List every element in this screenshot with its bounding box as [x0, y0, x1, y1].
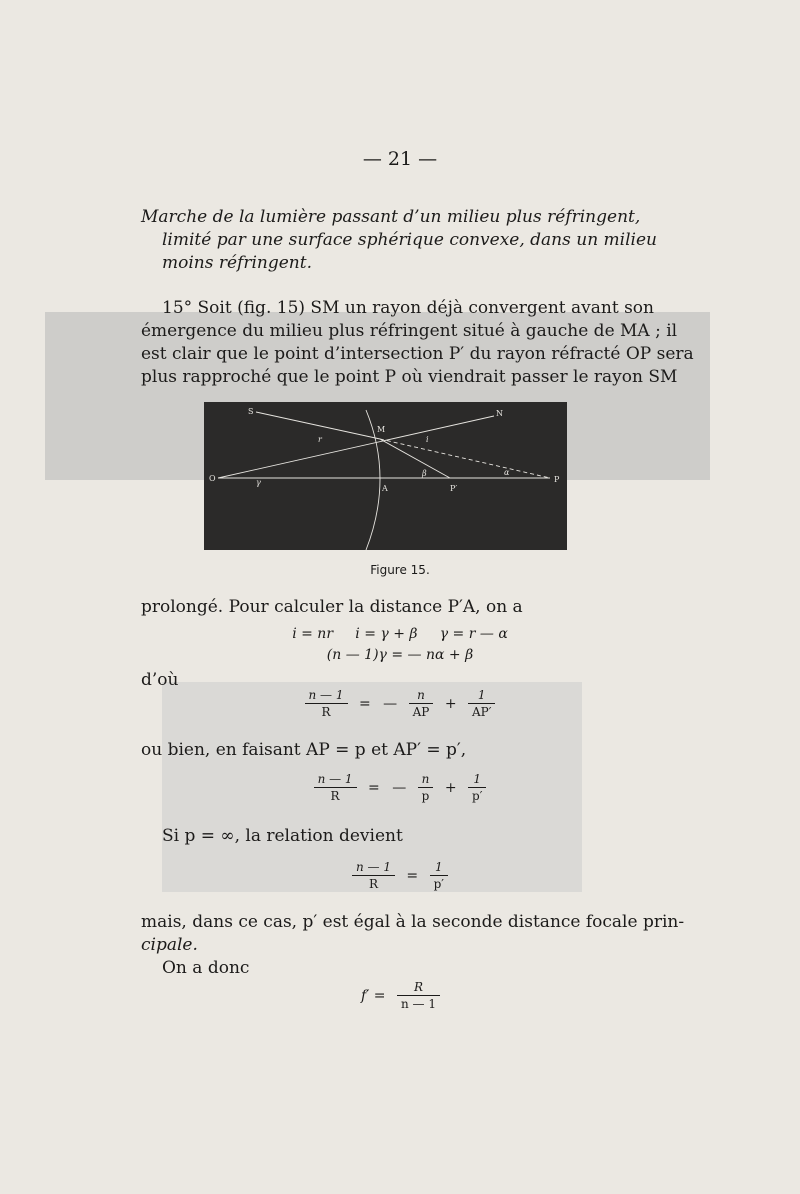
equation-1: i = nr i = γ + β γ = r — α [292, 626, 508, 642]
paragraph-15-line-1: 15° Soit (fig. 15) SM un rayon déjà convergent avant son [162, 298, 654, 318]
figure-caption: Figure 15. [370, 563, 430, 577]
refracted-ray-mp-prime [380, 439, 450, 478]
paragraph-15-line-3: est clair que le point d’intersection P′ du rayon réfracté OP sera [141, 344, 694, 364]
eq3-term2-fraction: $\frac{1}{AP'}$ [468, 688, 495, 719]
paragraph-mais-line-1: mais, dans ce cas, p′ est égal à la seconde distance focale prin- [141, 912, 685, 932]
label-s: S [248, 407, 254, 416]
paragraph-dou: d’où [141, 670, 179, 690]
label-r: r [318, 435, 322, 444]
ray-sm-prolonged [380, 439, 550, 478]
eq5-lhs-fraction: $\frac{n — 1}{R}$ [352, 860, 395, 891]
label-a: A [382, 484, 388, 493]
section-heading-line-2: limité par une surface sphérique convexe, dans un milieu [162, 230, 657, 250]
label-alpha: α [504, 468, 510, 477]
paragraph-15-line-2: émergence du milieu plus réfringent situé à gauche de MA ; il [141, 321, 678, 341]
eq4-term1-fraction: $\frac{n}{p}$ [418, 772, 434, 803]
section-heading-line-3: moins réfringent. [162, 253, 312, 273]
section-heading-line-1: Marche de la lumière passant d’un milieu plus réfringent, [141, 207, 641, 227]
equation-2: (n — 1)γ = — nα + β [326, 647, 474, 663]
label-i: i [426, 435, 429, 444]
equation-5: $\frac{n — 1}{R}$ = $\frac{1}{p'}$ [0, 860, 800, 891]
paragraph-mais-line-2: cipale. [141, 935, 198, 955]
paragraph-on-a-donc: On a donc [162, 958, 250, 978]
label-gamma: γ [256, 478, 261, 487]
figure-15-diagram [204, 402, 567, 550]
ray-diagram-svg [204, 402, 567, 550]
label-beta: β [422, 469, 427, 478]
label-p: P [554, 475, 560, 484]
label-o: O [209, 474, 216, 483]
page-number: — 21 — [362, 148, 438, 170]
equation-6: f′ = $\frac{R}{n — 1}$ [0, 980, 800, 1011]
paragraph-15-line-4: plus rapproché que le point P où viendrait passer le rayon SM [141, 367, 678, 387]
paragraph-ou-bien: ou bien, en faisant AP = p et AP′ = p′, [141, 740, 467, 760]
paragraph-si-p-infini: Si p = ∞, la relation devient [162, 826, 403, 846]
eq3-lhs-fraction: $\frac{n — 1}{R}$ [305, 688, 348, 719]
eq5-rhs-fraction: $\frac{1}{p'}$ [430, 860, 448, 891]
label-m: M [377, 425, 386, 434]
eq6-fraction: $\frac{R}{n — 1}$ [397, 980, 440, 1011]
label-p-prime: P′ [450, 484, 458, 493]
eq4-lhs-fraction: $\frac{n — 1}{R}$ [314, 772, 357, 803]
equation-4: $\frac{n — 1}{R}$ = — $\frac{n}{p}$ + $\frac{1}{p'}$ [0, 772, 800, 803]
eq4-term2-fraction: $\frac{1}{p'}$ [468, 772, 486, 803]
equation-3: $\frac{n — 1}{R}$ = — $\frac{n}{AP}$ + $\frac{1}{AP'}$ [0, 688, 800, 719]
ray-om-n [218, 416, 494, 478]
paragraph-prolonge: prolongé. Pour calculer la distance P′A, on a [141, 597, 523, 617]
label-n: N [496, 409, 503, 418]
eq3-term1-fraction: $\frac{n}{AP}$ [409, 688, 434, 719]
